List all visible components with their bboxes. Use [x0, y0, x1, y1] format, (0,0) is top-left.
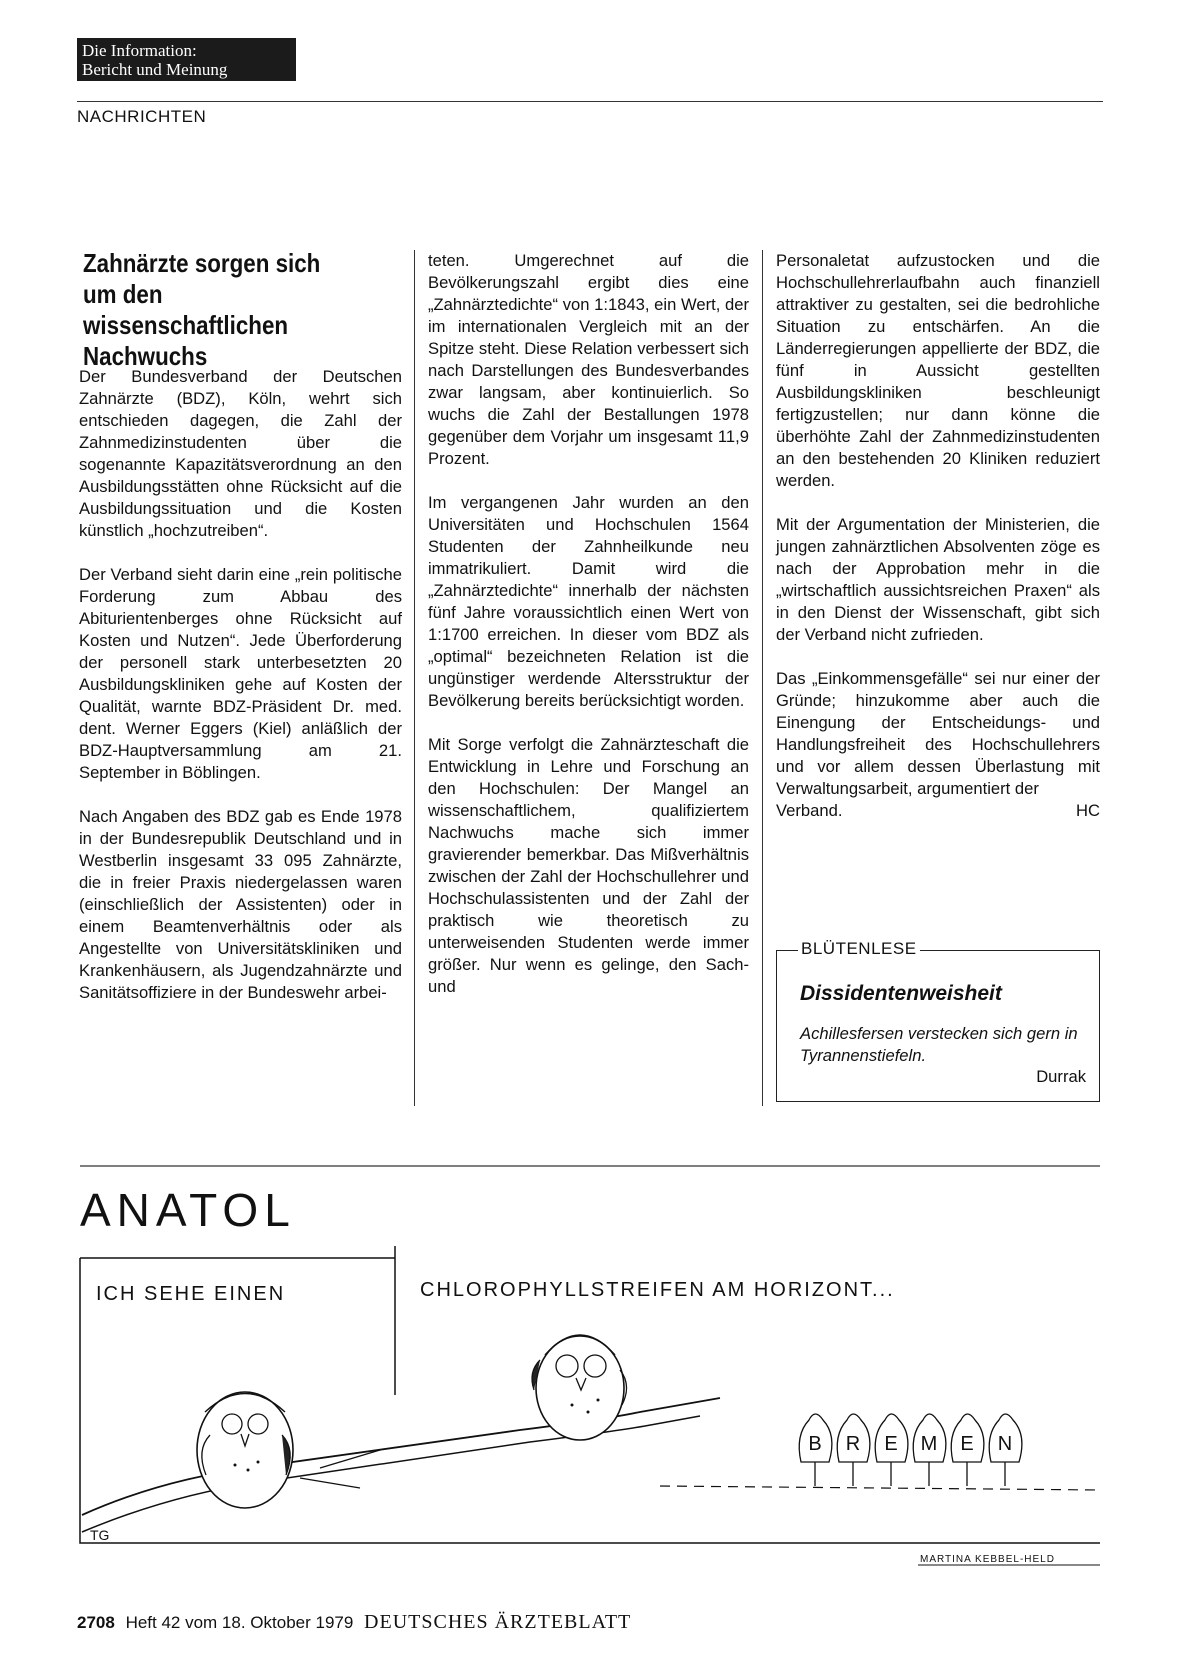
- last-word: Verband.: [776, 801, 843, 820]
- tree-2: [837, 1414, 870, 1486]
- paragraph: Nach Angaben des BDZ gab es Ende 1978 in der Bundesrepublik Deutschland und in Westberlin insgesamt 33 095 Zahnärzte, die in freier Praxis niedergelassen waren (einschließlich der Assistenten) oder in einem Beamtenverhältnis oder als Angestellte von Universitätskliniken und Krankenhäusern, als Jugendzahnärzte und Sanitätsoffiziere in der Bundeswehr arbei-: [79, 807, 402, 1002]
- bremen-trees: [799, 1414, 1022, 1486]
- tree-letter: N: [997, 1433, 1013, 1455]
- article-signoff: [776, 800, 1100, 822]
- cartoon-artist: MARTINA KEBBEL-HELD: [920, 1554, 1055, 1565]
- cartoon-title: ANATOL: [80, 1184, 296, 1236]
- tree-3: [875, 1414, 908, 1486]
- bluetenlese-title: Dissidentenweisheit: [800, 982, 1002, 1005]
- headline-line-2: um den wissenschaftlichen: [83, 279, 289, 340]
- paragraph: Das „Einkommensgefälle“ sei nur einer der Gründe; hinzukomme aber auch die Einengung der Entscheidungs- und Handlungsfreiheit des Hochschullehrers und vor allem dessen Überlastung mit Verwaltungsarbeit, argumentiert der: [776, 669, 1100, 798]
- tree-letter: M: [920, 1433, 938, 1455]
- paragraph: Mit der Argumentation der Ministerien, die jungen zahnärztlichen Absolventen zöge es nach der Approbation mehr in die „wirtschaftlich aussichtsreichen Praxen“ als in den Dienst der Wissenschaft, gibt sich der Verband nicht zufrieden.: [776, 515, 1100, 644]
- bluetenlese-quote: Achillesfersen verstecken sich gern in Tyrannenstiefeln.: [800, 1024, 1078, 1065]
- tree-1: [799, 1414, 832, 1486]
- page-footer: [77, 1611, 631, 1634]
- headline-line-1: Zahnärzte sorgen sich: [83, 248, 321, 278]
- paragraph: Im vergangenen Jahr wurden an den Universitäten und Hochschulen 1564 Studenten der Zahnheilkunde neu immatrikuliert. Damit wird die „Zahnärztedichte“ innerhalb der nächsten fünf Jahre voraussichtlich einen Wert von 1:1700 erreichen. In dieser vom BDZ als „optimal“ bezeichneten Relation ist die ungünstiger werdende Altersstruktur der Bevölkerung bereits berücksichtigt worden.: [428, 493, 749, 710]
- article-author: HC: [1076, 801, 1100, 820]
- page-number: 2708: [77, 1613, 115, 1632]
- tree-6: [989, 1414, 1022, 1486]
- tree-branch: [82, 1398, 720, 1515]
- kicker-box: [77, 38, 296, 81]
- kicker-line-2: Bericht und Meinung: [82, 60, 228, 79]
- tree-letter: E: [884, 1433, 898, 1455]
- article-column-1: [79, 366, 402, 1004]
- issue-info: Heft 42 vom 18. Oktober 1979: [125, 1613, 354, 1632]
- header-rule: [77, 101, 1103, 102]
- section-label: NACHRICHTEN: [77, 107, 207, 126]
- tree-4: [913, 1414, 946, 1486]
- column-rule-2: [762, 250, 763, 1106]
- tree-branch-lower: [82, 1416, 700, 1532]
- article-headline: [83, 248, 367, 372]
- column-rule-1: [414, 250, 415, 1106]
- magazine-name: DEUTSCHES ÄRZTEBLATT: [364, 1611, 632, 1633]
- kicker-line-1: Die Information:: [82, 41, 197, 60]
- tree-letter: E: [960, 1433, 974, 1455]
- tree-letter: R: [845, 1433, 861, 1455]
- paragraph: Der Verband sieht darin eine „rein politische Forderung zum Abbau des Abiturientenberges ohne Rücksicht auf Kosten und Nutzen“. Jede Überforderung der personell stark unterbesetzten 20 Ausbildungskliniken gehe auf Kosten der Qualität, warnte BDZ-Präsident Dr. med. dent. Werner Eggers (Kiel) anläßlich der BDZ-Hauptversammlung am 21. September in Böblingen.: [79, 565, 402, 782]
- tree-letter: B: [808, 1433, 822, 1455]
- paragraph: Mit Sorge verfolgt die Zahnärzteschaft die Entwicklung in Lehre und Forschung an den Hochschulen: Der Mangel an wissenschaftlichem, qualifiziertem Nachwuchs mache sich immer gravierender bemerkbar. Das Mißverhältnis zwischen der Zahl der Hochschullehrer und Hochschulassistenten und der Zahl der praktisch wie theoretisch zu unterweisenden Studenten werde immer größer. Nur wenn es gelinge, den Sach- und: [428, 735, 749, 996]
- cartoon-initials: TG: [90, 1527, 110, 1543]
- headline-line-3: Nachwuchs: [83, 341, 208, 371]
- article-column-2: [428, 250, 749, 998]
- paragraph: Der Bundesverband der Deutschen Zahnärzte (BDZ), Köln, wehrt sich entschieden dagegen, die Zahl der Zahnmedizinstudenten über die sogenannte Kapazitätsverordnung an den Ausbildungsstätten ohne Rücksicht auf die Ausbildungssituation und die Kosten künstlich „hochzutreiben“.: [79, 367, 402, 540]
- speech-left: ICH SEHE EINEN: [96, 1283, 286, 1305]
- tree-5: [951, 1414, 984, 1486]
- article-column-3: [776, 250, 1100, 822]
- bluetenlese-label: BLÜTENLESE: [798, 939, 920, 959]
- paragraph: Personaletat aufzustocken und die Hochschullehrerlaufbahn auch finanziell attraktiver zu gestalten, sei die bedrohliche Situation zu entschärfen. An die Länderregierungen appellierte der BDZ, die fünf in Aussicht gestellten Ausbildungskliniken beschleunigt fertigzustellen; nur dann könne die überhöhte Zahl der Zahnmedizinstudenten an den bestehenden 20 Kliniken reduziert werden.: [776, 251, 1100, 490]
- horizon-line: [660, 1486, 1100, 1490]
- bluetenlese-author: Durrak: [1036, 1067, 1086, 1086]
- owl-left: [197, 1392, 293, 1508]
- owl-right: [532, 1335, 627, 1440]
- cartoon-anatol: [0, 1150, 1178, 1590]
- speech-right: CHLOROPHYLLSTREIFEN AM HORIZONT...: [420, 1279, 895, 1301]
- paragraph: teten. Umgerechnet auf die Bevölkerungszahl ergibt dies eine „Zahnärztedichte“ von 1:1843, ein Wert, der im internationalen Vergleich mit an der Spitze steht. Diese Relation verbessert sich nach Darstellungen des Bundesverbandes zwar langsam, aber kontinuierlich. So wuchs die Zahl der Bestallungen 1978 gegenüber dem Vorjahr um insgesamt 11,9 Prozent.: [428, 251, 749, 468]
